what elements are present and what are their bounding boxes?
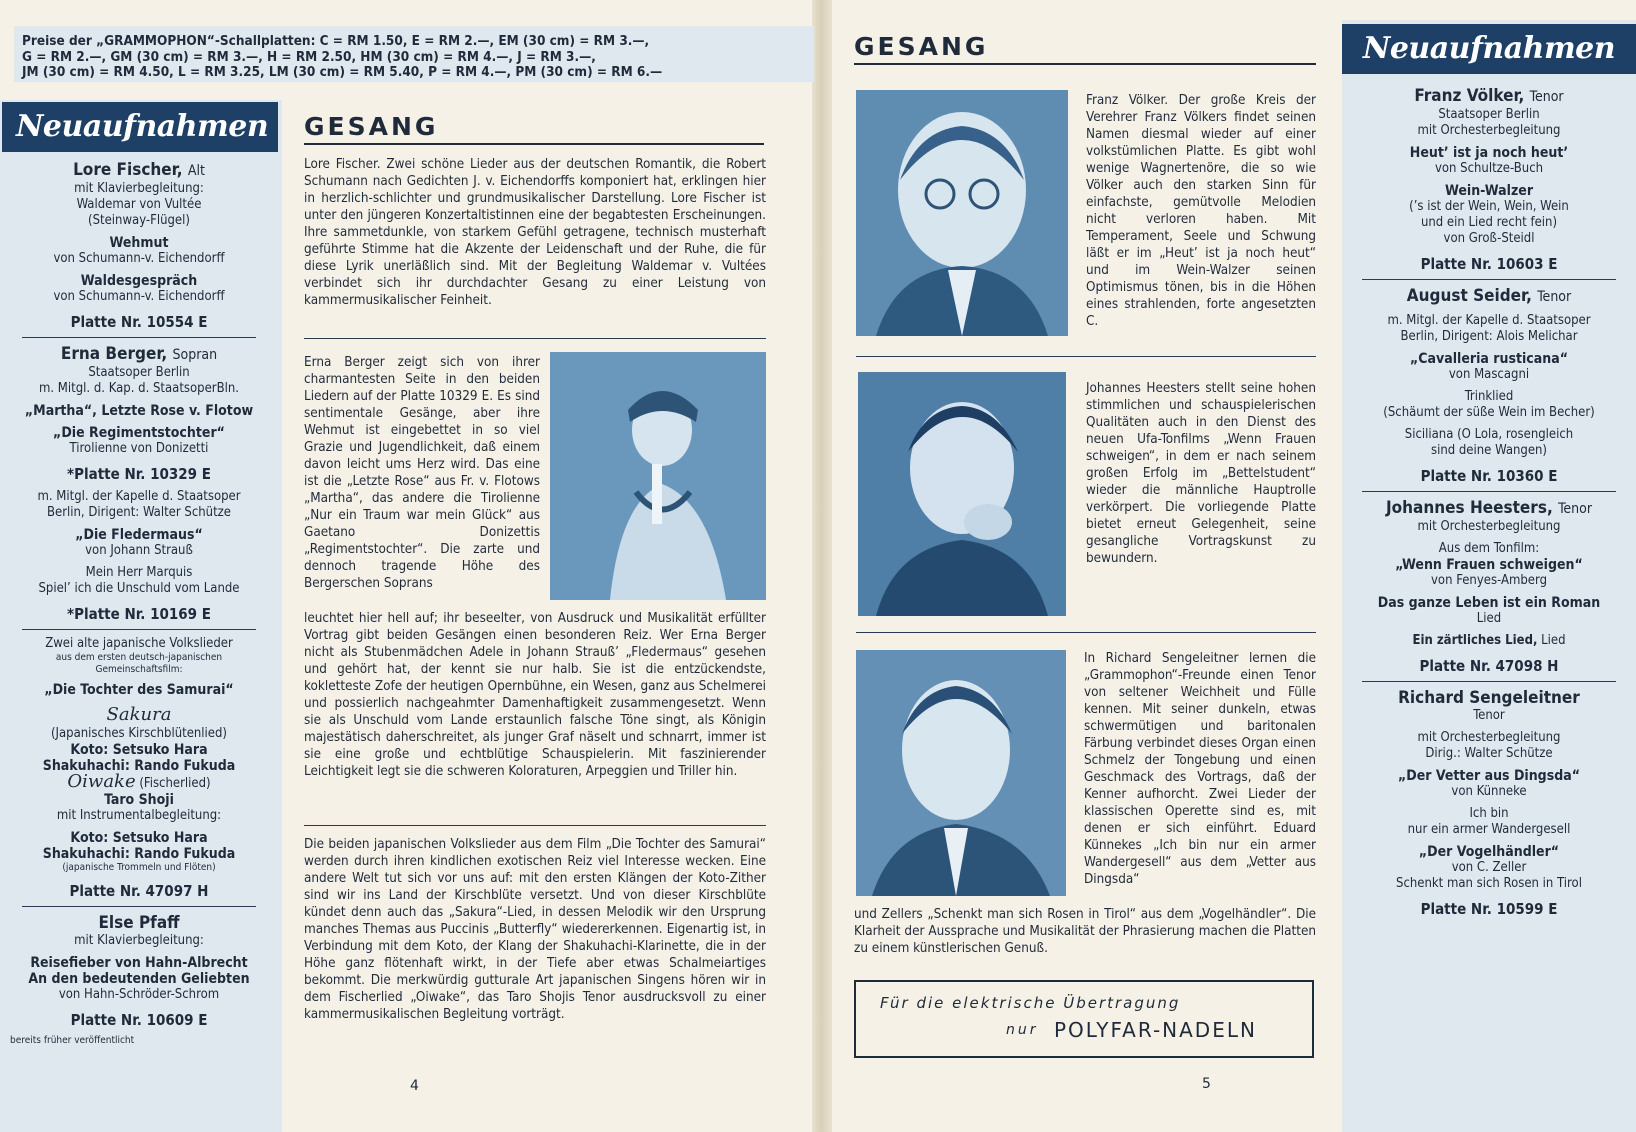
performer: Taro Shoji [104,792,174,808]
section-heading: GESANG [854,32,1316,65]
artist-name: Erna Berger, [60,344,168,364]
record-entry-pfaff [10,913,268,1046]
track-title: Ich bin [1469,806,1509,821]
track-composer: Tirolienne von Donizetti [69,441,209,456]
article-text: Johannes Heesters stellt seine hohen stimmlichen und schauspielerischen Qualitäten auch in den Dienst des neuen Ufa-Tonfilms „Wenn Frauen schweigen“, in dem er nach seinem großen Erfolg im „Bettelstudent“ wieder die männliche Hauptrolle verkörpert. Die vorliegende Platte bietet erneut Gelegenheit, seine gesangliche Vortragskunst zu bewundern. [1086,381,1316,566]
ensemble: m. Mitgl. d. Kap. d. StaatsoperBln. [38,381,240,396]
divider [856,632,1316,633]
record-entry-seider [1350,286,1628,485]
divider [22,629,256,630]
track-title: Wein-Walzer [1444,183,1534,199]
track-composer: von Schumann-v. Eichendorff [53,289,225,304]
track-title: „Die Regimentstochter“ [53,425,225,441]
track-subtitle: (Japanisches Kirschblütenlied) [50,726,227,741]
article-berger-cont [304,610,766,780]
divider [1362,279,1616,280]
record-entry-japan [10,636,268,900]
photo-erna-berger [550,352,766,600]
photo-richard-sengeleitner [856,650,1066,896]
article-voelker [1086,92,1316,330]
voice-type: Alt [187,163,205,179]
article-heesters [1086,380,1316,567]
track-composer: von Schultze-Buch [1434,161,1544,176]
sidebar-list [1350,86,1628,924]
artist-name: Johannes Heesters, [1385,498,1553,518]
track-subtitle: Lied [1476,611,1502,626]
record-number: Platte Nr. 10554 E [70,313,208,331]
article-text: In Richard Sengeleitner lernen die „Grammophon“-Freunde einen Tenor von seltener Weichheit und Fülle kennen. Mit seiner dunkeln, etwas schwermütigen und baritonalen Färbung verbindet dieses Organ einen Schmelz der Tongebung und einen Geschmack des Vortrags, daß der Kenner aufhorcht. Zwei Lieder der klassischen Operette sind es, mit denen er sich einführt. Eduard Künnekes „Ich bin nur ein armer Wandergesell“ aus dem „Vetter aus Dingsda“ [1084,651,1316,887]
section-heading: GESANG [304,112,764,145]
article-text: Franz Völker. Der große Kreis der Verehrer Franz Völkers findet seinen Namen diesmal wieder auf einer volkstümlichen Platte. Es gibt wohl wenige Wagnertenöre, die so wie Völker auch den starken Sinn für einfachste, gemütvolle Melodien nicht verloren haben. Mit Temperament, Seele und Schwung läßt er im „Heut’ ist ja noch heut“ und im Wein-Walzer seinen Optimismus tönen, bis in die Höhen eines strahlenden, forte angesetzten C. [1086,93,1316,329]
portrait-illustration [856,90,1068,336]
article-text: leuchtet hier hell auf; ihr beseelter, von Ausdruck und Musikalität erfüllter Vortrag gibt beiden Gesängen einen besonderen Reiz. Wer Erna Berger nicht als Stubenmädchen Adele in Johann Strauß’ „Fledermaus“ gesehen und gehört hat, der kennt sie nur halb. Sie ist die entzückendste, kokletteste Zofe der heutigen Opernbühne, ein Wesen, ganz aus Schelmerei und possierlich nachgeahmter Damenhaftigkeit zusammengesetzt. Wenn sie als Unschuld vom Lande erstaunlich falsche Töne singt, als Königin majestätisch daherschreitet, als junger Graf näselt und schnarrt, immer ist sie eine große und echtblütige Schauspielerin. Mit faszinierender Leichtigkeit legt sie die schweren Koloraturen, Arpeggien und Triller hin. [304,611,766,779]
track-title: „Cavalleria rusticana“ [1409,351,1569,367]
entry-intro: aus dem ersten deutsch-japanischen [55,652,223,663]
voice-type: Tenor [1537,289,1572,305]
record-number: *Platte Nr. 10329 E [67,465,211,483]
track-title: Reisefieber von Hahn-Albrecht [30,955,248,971]
film-title: „Die Tochter des Samurai“ [44,682,234,698]
ensemble: Staatsoper Berlin [1438,107,1540,122]
track-title: Waldesgespräch [80,273,198,289]
sidebar-heading: Neuaufnahmen [2,102,278,152]
track-title: Sakura [106,704,172,725]
track-title: Siciliana (O Lola, rosengleich [1404,427,1574,442]
performer: Koto: Setsuko Hara [70,742,208,758]
source: Aus dem Tonfilm: [1438,541,1540,556]
artist-name: Franz Völker, [1414,86,1525,106]
track-composer: von Johann Strauß [85,543,193,558]
record-number: Platte Nr. 47097 H [69,882,209,900]
portrait-illustration [550,352,766,600]
voice-type: Tenor [1558,501,1593,517]
voice-type: Tenor [1529,89,1564,105]
track-composer: von Fenyes-Amberg [1431,573,1547,588]
article-sengeleitner-cont [854,906,1316,957]
record-number: Platte Nr. 10599 E [1420,900,1558,918]
track-title: Mein Herr Marquis [85,565,193,580]
ensemble: m. Mitgl. der Kapelle d. Staatsoper [1387,313,1591,328]
record-entry-fischer [10,160,268,331]
article-text: und Zellers „Schenkt man sich Rosen in Tirol“ aus dem „Vogelhändler“. Die Klarheit der Aussprache und Musikalität der Phrasierung machen die Platten zu einem künstlerischen Genuß. [854,907,1316,956]
artist-name: Lore Fischer, [73,160,183,180]
track-composer: von Mascagni [1448,367,1530,382]
voice-type: Tenor [1473,708,1505,723]
divider [1362,681,1616,682]
track-title: nur ein armer Wandergesell [1407,822,1571,837]
record-number: Platte Nr. 10360 E [1420,467,1558,485]
track-subtitle: (’s ist der Wein, Wein, Wein [1409,199,1569,214]
track-title: Trinklied [1464,389,1514,404]
record-entry-heesters [1350,498,1628,675]
track-title: Spiel’ ich die Unschuld vom Lande [38,581,240,596]
track-title: „Die Fledermaus“ [75,527,203,543]
accompaniment: mit Orchesterbegleitung [1417,123,1561,138]
accompaniment: mit Orchesterbegleitung [1417,730,1561,745]
record-number: Platte Nr. 10609 E [70,1011,208,1029]
track-composer: von C. Zeller [1451,860,1527,875]
divider [1362,491,1616,492]
accompaniment: mit Instrumentalbegleitung: [56,808,222,823]
portrait-illustration [858,372,1066,616]
track-composer: von Schumann-v. Eichendorff [53,251,225,266]
track-composer: von Hahn-Schröder-Schrom [58,987,220,1002]
portrait-illustration [856,650,1066,896]
accompaniment: mit Klavierbegleitung: [74,933,204,948]
artist-name: Richard Sengeleitner [1398,688,1580,708]
ensemble: Staatsoper Berlin [88,365,190,380]
voice-type: Sopran [172,347,218,363]
artist-name: August Seider, [1406,286,1532,306]
price-line: G = RM 2.—, GM (30 cm) = RM 3.—, H = RM 2.50, HM (30 cm) = RM 4.—, J = RM 3.—, [22,48,596,65]
track-title: Das ganze Leben ist ein Roman [1377,595,1601,611]
performer: Shakuhachi: Rando Fukuda [42,758,236,774]
article-berger-start [304,354,540,592]
sidebar-list [10,160,268,1056]
track-title: Wehmut [109,235,169,251]
page-fold [812,0,832,1132]
divider [304,338,766,339]
accompaniment: mit Orchesterbegleitung [1417,519,1561,534]
ad-tagline: Für die elektrische Übertragung [880,994,1181,1012]
article-text: Erna Berger zeigt sich von ihrer charmantesten Seite in den beiden Liedern auf der Platte 10329 E. Es sind sentimentale Gesänge, aber ihre Wehmut ist eingebettet in so viel Grazie und Jugendlichkeit, daß einem davon leicht ums Herz wird. Das eine ist die „Letzte Rose“ aus Fr. v. Flotows „Martha“, das andere die Tirolienne „Nur ein Traum war mein Glück“ aus Gaetano Donizettis „Regimentstochter“. Die zarte und dennoch tragende Höhe des Bergerschen Soprans [304,355,540,591]
photo-franz-voelker [856,90,1068,336]
track-composer: von Künneke [1451,784,1527,799]
instrument: (Steinway-Flügel) [88,213,190,228]
footnote: bereits früher veröffentlicht [10,1035,135,1046]
ensemble: m. Mitgl. der Kapelle d. Staatsoper [37,489,241,504]
track-title: Schenkt man sich Rosen in Tirol [1396,876,1582,891]
entry-intro: Zwei alte japanische Volkslieder [45,636,233,651]
price-line: Preise der „GRAMMOPHON“-Schallplatten: C = RM 1.50, E = RM 2.—, EM (30 cm) = RM 3.—, [22,33,650,49]
article-text: Die beiden japanischen Volkslieder aus dem Film „Die Tochter des Samurai“ werden durch ihren kindlichen exotischen Reiz viel Interesse wecken. Eine andere Welt tut sich vor uns auf: mit den ersten Klängen der Koto-Zither sind wir ins Land der Kirschblüte versetzt. Und von dieser Kirschblüte kündet denn auch das „Sakura“-Lied, in dessen Melodik wir den Ursprung manches Themas aus Puccinis „Butterfly“ wiedererkennen. Eigenartig ist, in Verbindung mit dem Koto, der Klang der Shakuhachi-Klarinette, die in der Höhe ganz flötenhaft wirkt, in der Tiefe aber etwas Schalmeiartiges bekommt. Die merkwürdig gutturale Art japanischen Singens hören wir in dem Fischerlied „Oiwake“, das Taro Shojis Tenor ausdrucksvoll zu einer kammermusikalischen Begleitung vorträgt. [304,837,766,1022]
record-number: *Platte Nr. 10169 E [67,605,211,623]
track-title: An den bedeutenden Geliebten [28,971,250,987]
conductor: Berlin, Dirigent: Walter Schütze [46,505,231,520]
page-number: 5 [1202,1076,1211,1092]
track-title: Ein zärtliches Lied, [1412,633,1538,648]
ad-brand: POLYFAR-NADELN [1054,1018,1257,1042]
sidebar-heading: Neuaufnahmen [1342,24,1636,74]
page-number: 4 [410,1078,419,1094]
conductor: Berlin, Dirigent: Alois Melichar [1400,329,1578,344]
track-title: „Der Vetter aus Dingsda“ [1398,768,1580,784]
track-subtitle: (Fischerlied) [139,776,211,791]
advertisement-polyfar [854,980,1314,1058]
track-title: „Der Vogelhändler“ [1418,844,1560,860]
left-sidebar [0,100,282,1132]
performer: Koto: Setsuko Hara [70,830,208,846]
record-entry-sengeleitner [1350,688,1628,918]
track-subtitle: Lied [1541,633,1566,648]
article-japan [304,836,766,1023]
performer: Shakuhachi: Rando Fukuda [42,846,236,862]
track-title: Oiwake [67,771,136,792]
article-fischer [304,156,766,309]
accompaniment: mit Klavierbegleitung: [74,181,204,196]
conductor: Dirig.: Walter Schütze [1425,746,1553,761]
record-number: Platte Nr. 47098 H [1419,657,1559,675]
accompanist: Waldemar von Vultée [76,197,202,212]
price-line: JM (30 cm) = RM 4.50, L = RM 3.25, LM (30 cm) = RM 5.40, P = RM 4.—, PM (30 cm) = RM 6.— [22,64,663,80]
record-number: Platte Nr. 10603 E [1420,255,1558,273]
ad-nur: nur [1006,1022,1039,1038]
divider [22,906,256,907]
film-title: „Wenn Frauen schweigen“ [1395,557,1583,573]
track-subtitle: und ein Lied recht fein) [1420,215,1558,230]
track-title: „Martha“, Letzte Rose v. Flotow [24,403,254,419]
instrument-note: (japanische Trommeln und Flöten) [62,862,216,873]
record-entry-voelker [1350,86,1628,273]
article-text: Lore Fischer. Zwei schöne Lieder aus der deutschen Romantik, die Robert Schumann nach Gedichten J. v. Eichendorffs komponiert hat, erklingen hier in herzlich-schlichter und grundmusikalischer Darstellung. Lore Fischer ist unter den jüngeren Konzertaltistinnen eine der begabtesten Erscheinungen. Ihre sammetdunkle, von starkem Gefühl getragene, technisch musterhaft geführte Stimme hat die Akzente der Leidenschaft und der Ruhe, die für diese Lyrik unerläßlich sind. Mit der Begleitung Waldemar v. Vultées verbindet sich ihr durchdachter Gesang zu einer Leistung von kammermusikalischer Feinheit. [304,157,766,308]
article-sengeleitner-start [1084,650,1316,888]
divider [856,356,1316,357]
artist-name: Else Pfaff [98,913,180,933]
photo-johannes-heesters [858,372,1066,616]
record-entry-berger [10,344,268,623]
divider [22,337,256,338]
divider [304,825,766,826]
track-title: Heut’ ist ja noch heut’ [1409,145,1569,161]
right-sidebar [1342,20,1636,1132]
track-composer: von Groß-Steidl [1443,231,1535,246]
track-subtitle: (Schäumt der süße Wein im Becher) [1383,405,1595,420]
price-list-bar [14,26,814,82]
entry-intro: Gemeinschaftsfilm: [95,664,183,675]
track-subtitle: sind deine Wangen) [1430,443,1548,458]
